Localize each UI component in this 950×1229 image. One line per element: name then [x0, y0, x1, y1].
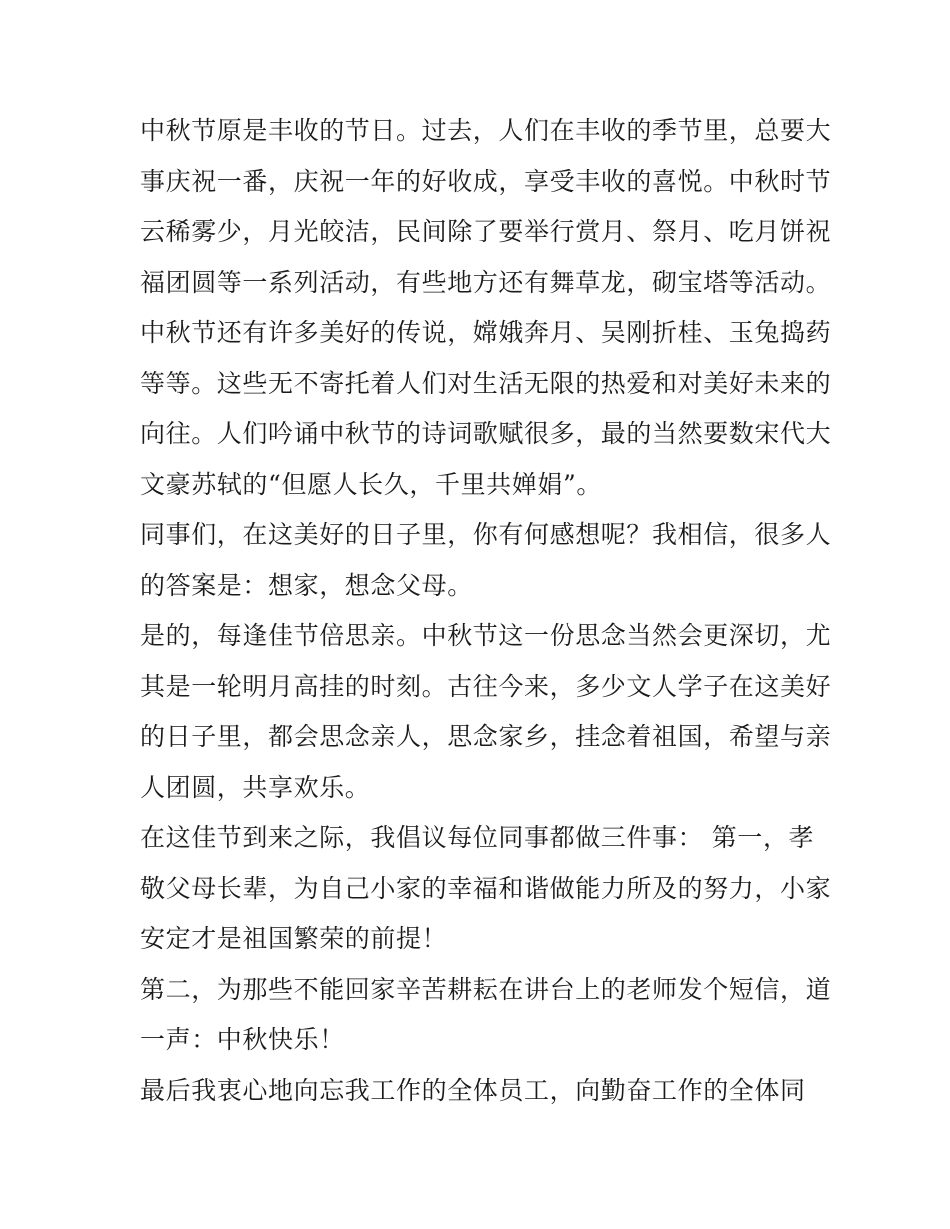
paragraph-closing: [140, 1066, 820, 1117]
text-line: 云稀雾少，月光皎洁，民间除了要举行赏月、祭月、吃月饼祝: [140, 217, 832, 246]
paragraph-proposal-first: [140, 813, 832, 965]
paragraph-legends: [140, 308, 832, 510]
text-line: 在这佳节到来之际，我倡议每位同事都做三件事： 第一，孝: [140, 823, 815, 852]
text-line: 是的，每逢佳节倍思亲。中秋节这一份思念当然会更深切，尤: [140, 621, 832, 650]
paragraph-missing-family: [140, 611, 832, 813]
document-body: [140, 106, 832, 1116]
text-line: 人团圆，共享欢乐。: [140, 772, 371, 802]
text-line: 中秋节还有许多美好的传说，嫦娥奔月、吴刚折桂、玉兔捣药: [140, 318, 832, 347]
text-line: 同事们，在这美好的日子里，你有何感想呢？我相信，很多人: [140, 520, 832, 549]
text-line: 的日子里，都会思念亲人，思念家乡，挂念着祖国，希望与亲: [140, 722, 832, 751]
text-line: 向往。人们吟诵中秋节的诗词歌赋很多，最的当然要数宋代大: [140, 419, 832, 448]
paragraph-colleagues: [140, 510, 832, 611]
text-line: 安定才是祖国繁荣的前提！: [140, 924, 448, 953]
paragraph-proposal-second: [140, 965, 832, 1066]
text-line: 中秋节原是丰收的节日。过去，人们在丰收的季节里，总要大: [140, 116, 832, 145]
text-line: 第二，为那些不能回家辛苦耕耘在讲台上的老师发个短信，道: [140, 974, 832, 1004]
text-line: 其是一轮明月高挂的时刻。古往今来，多少文人学子在这美好: [140, 671, 832, 701]
text-line: 最后我衷心地向忘我工作的全体员工，向勤奋工作的全体同: [140, 1075, 806, 1105]
paragraph-harvest: [140, 106, 832, 308]
text-line: 文豪苏轼的“但愿人长久，千里共婵娟”。: [140, 469, 602, 499]
text-line: 等等。这些无不寄托着人们对生活无限的热爱和对美好未来的: [140, 368, 832, 398]
text-line: 一声：中秋快乐！: [140, 1025, 345, 1054]
text-line: 福团圆等一系列活动，有些地方还有舞草龙，砌宝塔等活动。: [140, 267, 832, 297]
text-line: 事庆祝一番，庆祝一年的好收成，享受丰收的喜悦。中秋时节: [140, 166, 832, 196]
text-line: 敬父母长辈，为自己小家的幸福和谐做能力所及的努力，小家: [140, 873, 832, 903]
text-line: 的答案是：想家，想念父母。: [140, 570, 473, 600]
